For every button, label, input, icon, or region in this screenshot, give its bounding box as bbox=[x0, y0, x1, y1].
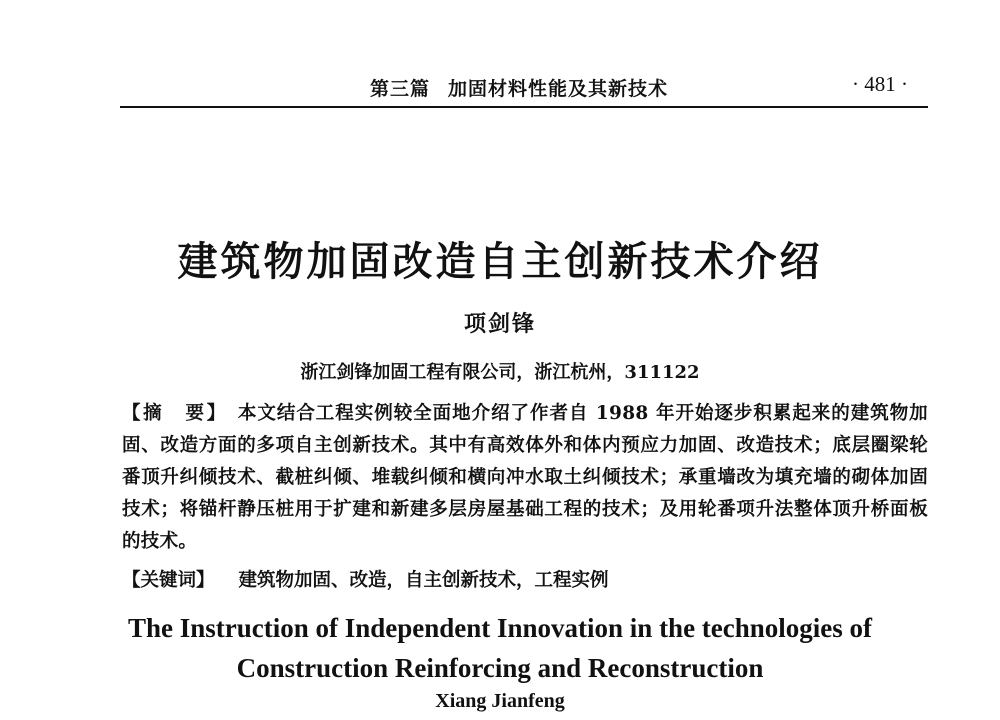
keywords bbox=[122, 565, 928, 597]
abstract bbox=[122, 398, 928, 558]
header-section bbox=[370, 74, 668, 101]
header-part: 第三篇 bbox=[370, 78, 431, 100]
abstract-text: 本文结合工程实例较全面地介绍了作者自 1988 年开始逐步积累起来的建筑物加固、改造方面的多项自主创新技术。其中有高效体外和体内预应力加固、改造技术；底层圈梁轮番顶升纠倾技术、截桩纠倾、堆载纠倾和横向冲水取土纠倾技术；承重墙改为填充墙的砌体加固技术；将锚杆静压桩用于扩建和新建多层房屋基础工程的技术；及用轮番项升法整体顶升桥面板的技术。 bbox=[122, 403, 928, 552]
title-en-line2: Construction Reinforcing and Reconstruction bbox=[236, 653, 764, 683]
title-en-line1: The Instruction of Independent Innovation in the technologies of bbox=[127, 613, 873, 643]
running-header bbox=[120, 66, 928, 108]
page-number: · 481 · bbox=[852, 72, 908, 96]
article-title-cn: 建筑物加固改造自主创新技术介绍 bbox=[177, 238, 823, 285]
author-en: Xiang Jianfeng bbox=[435, 690, 565, 712]
header-section-title: 加固材料性能及其新技术 bbox=[448, 78, 669, 100]
keywords-text: 建筑物加固、改造，自主创新技术，工程实例 bbox=[238, 570, 609, 591]
affiliation: 浙江剑锋加固工程有限公司，浙江杭州，311122 bbox=[300, 362, 700, 383]
keywords-label: 【关键词】 bbox=[122, 570, 215, 591]
abstract-label: 【摘 要】 bbox=[122, 403, 228, 424]
article-title-en bbox=[0, 608, 1000, 688]
author-cn: 项剑锋 bbox=[463, 311, 536, 337]
